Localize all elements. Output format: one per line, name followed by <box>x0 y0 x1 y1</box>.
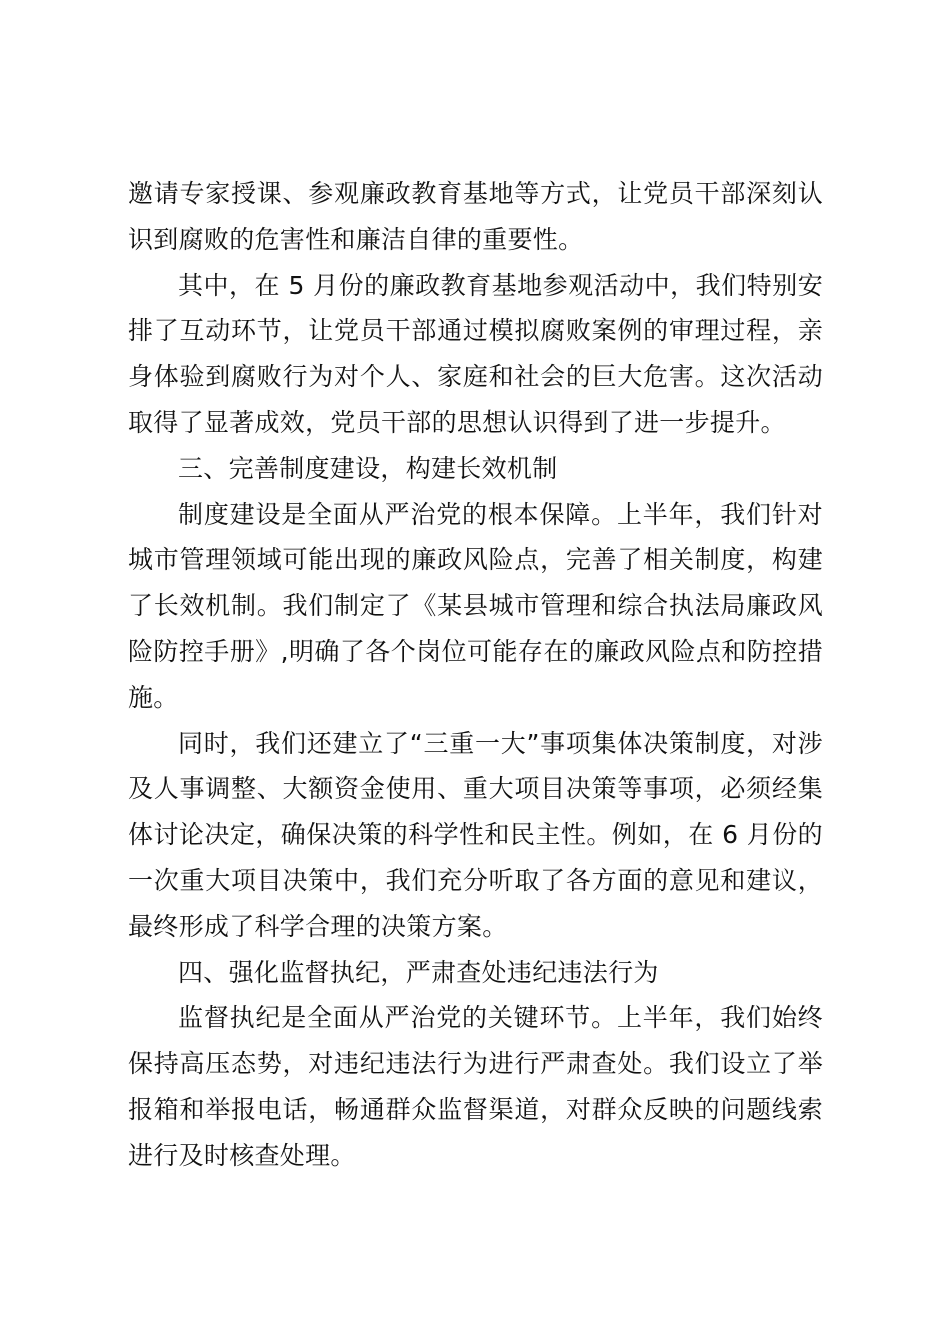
paragraph-collective-decision: 同时，我们还建立了“三重一大”事项集体决策制度，对涉及人事调整、大额资金使用、重大项目决策等事项，必须经集体讨论决定，确保决策的科学性和民主性。例如，在 6 月份的一次重大项目决策中，我们充分听取了各方面的意见和建议，最终形成了科学合理的决策方案。 <box>128 728 823 941</box>
paragraph-system-building: 制度建设是全面从严治党的根本保障。上半年，我们针对城市管理领域可能出现的廉政风险点，完善了相关制度，构建了长效机制。我们制定了《某县城市管理和综合执法局廉政风险防控手册》,明确了各个岗位可能存在的廉政风险点和防控措施。 <box>128 499 823 712</box>
document-body <box>128 171 823 1179</box>
paragraph-education-visit: 其中，在 5 月份的廉政教育基地参观活动中，我们特别安排了互动环节，让党员干部通过模拟腐败案例的审理过程，亲身体验到腐败行为对个人、家庭和社会的巨大危害。这次活动取得了显著成效，党员干部的思想认识得到了进一步提升。 <box>128 270 823 437</box>
section-heading-three: 三、完善制度建设，构建长效机制 <box>178 453 558 483</box>
paragraph-continuation: 邀请专家授课、参观廉政教育基地等方式，让党员干部深刻认识到腐败的危害性和廉洁自律的重要性。 <box>128 179 823 254</box>
paragraph-supervision: 监督执纪是全面从严治党的关键环节。上半年，我们始终保持高压态势，对违纪违法行为进行严肃查处。我们设立了举报箱和举报电话，畅通群众监督渠道，对群众反映的问题线索进行及时核查处理。 <box>128 1003 823 1170</box>
section-heading-four: 四、强化监督执纪，严肃查处违纪违法行为 <box>178 957 659 987</box>
